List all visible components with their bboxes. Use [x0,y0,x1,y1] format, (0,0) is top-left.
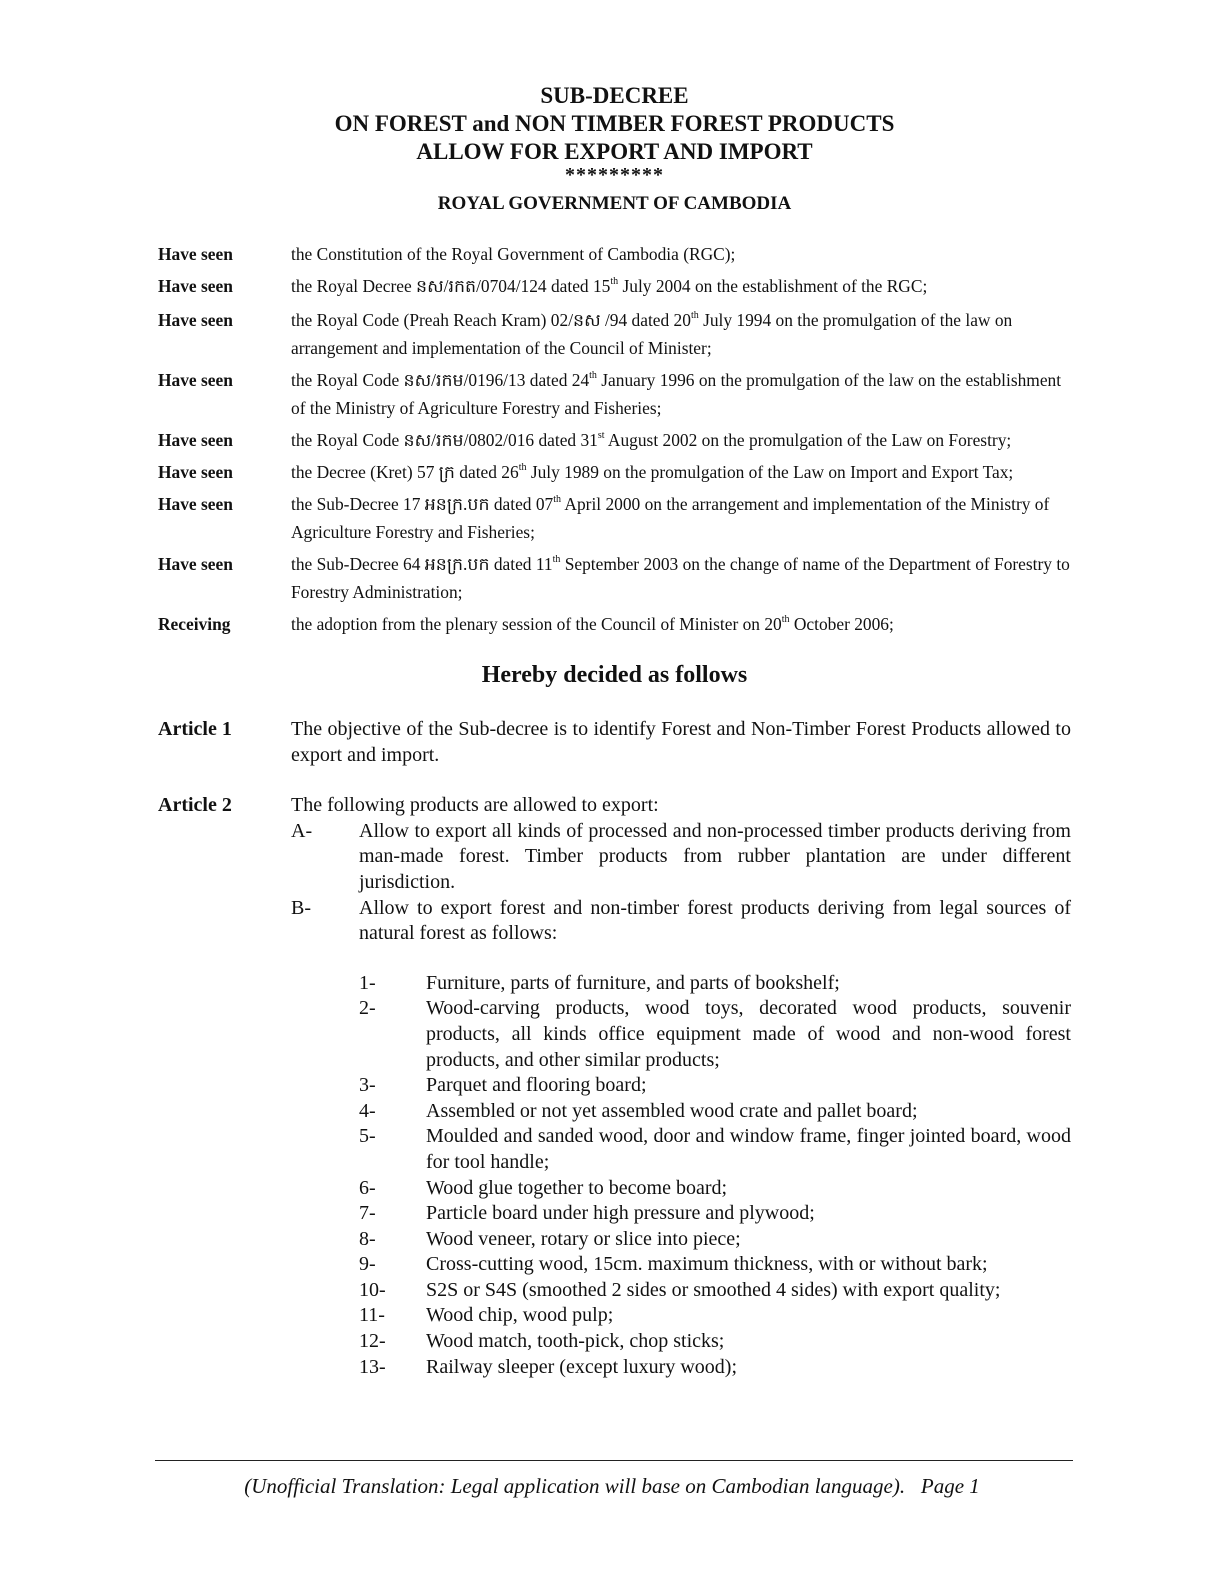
article-text: The objective of the Sub-decree is to identify Forest and Non-Timber Forest Products allowed to export and import. [291,718,1071,766]
list-item [359,1329,1071,1355]
list-item [359,1176,1071,1202]
item-number: 13- [359,1355,386,1378]
recital-text: the Constitution of the Royal Government of Cambodia (RGC); [291,244,736,264]
recital-text: the Royal Decree នស/រកត/0704/124 dated 15th July 2004 on the establishment of the RGC; [291,276,928,296]
item-text: Wood veneer, rotary or slice into piece; [426,1227,741,1250]
sub-clause [291,896,1071,947]
list-item [359,1227,1071,1253]
recital [158,458,1071,486]
recitals [158,240,1071,638]
list-item [359,1099,1071,1125]
recital [158,366,1071,422]
list-item [359,1124,1071,1175]
item-text: Wood glue together to become board; [426,1176,728,1199]
item-number: 5- [359,1125,376,1148]
footer-divider [155,1460,1073,1461]
sub-clause-text: Allow to export all kinds of processed and non-processed timber products deriving from man-made forest. Timber products from rubber plantation are under different jurisdiction. [359,819,1071,893]
recital-label: Have seen [158,370,233,390]
list-item [359,1073,1071,1099]
item-number: 11- [359,1304,385,1327]
doc-subtitle: ON FOREST and NON TIMBER FOREST PRODUCTS [334,111,895,136]
recital [158,240,1071,268]
recital-label: Have seen [158,554,233,574]
recital [158,306,1071,362]
product-list [359,971,1071,1381]
list-item [359,1355,1071,1381]
item-number: 7- [359,1202,376,1225]
item-text: Wood chip, wood pulp; [426,1304,614,1327]
item-number: 9- [359,1253,376,1276]
title-block [158,82,1071,216]
recital-text: the Royal Code នស/រកម/0802/016 dated 31st August 2002 on the promulgation of the Law on Forestry; [291,430,1012,450]
recital-text: the Royal Code (Preah Reach Kram) 02/នស /94 dated 20th July 1994 on the promulgation of the law on arrangement and implementation of the Council of Minister; [291,310,1013,358]
list-item [359,996,1071,1073]
item-text: Wood match, tooth-pick, chop sticks; [426,1330,725,1353]
doc-subtitle-2: ALLOW FOR EXPORT AND IMPORT [416,139,813,164]
list-item [359,1278,1071,1304]
item-text: Moulded and sanded wood, door and window frame, finger jointed board, wood for tool handle; [426,1125,1071,1173]
article-label: Article 2 [158,794,232,817]
doc-title: SUB-DECREE [540,83,689,108]
recital-label: Have seen [158,462,233,482]
recital-text: the Sub-Decree 64 អនក្រ.បក dated 11th September 2003 on the change of name of the Department of Forestry to Forestry Administration; [291,554,1070,602]
item-number: 4- [359,1099,376,1122]
document-page [158,82,1071,1380]
item-number: 12- [359,1330,386,1353]
article-intro: The following products are allowed to export: [291,794,659,817]
item-text: Assembled or not yet assembled wood crate and pallet board; [426,1099,918,1122]
sub-clause-label: A- [291,819,313,842]
item-text: Particle board under high pressure and plywood; [426,1202,815,1225]
item-text: Parquet and flooring board; [426,1074,647,1097]
item-number: 8- [359,1227,376,1250]
item-text: Furniture, parts of furniture, and parts of bookshelf; [426,971,840,994]
page-footer [0,1474,1224,1499]
list-item [359,971,1071,997]
recital-text: the Decree (Kret) 57 ក្រ dated 26th July 1989 on the promulgation of the Law on Import and Export Tax; [291,462,1014,482]
item-text: Cross-cutting wood, 15cm. maximum thickness, with or without bark; [426,1253,988,1276]
recital-text: the Sub-Decree 17 អនក្រ.បក dated 07th April 2000 on the arrangement and implementation of the Ministry of Agriculture Forestry and Fisheries; [291,494,1050,542]
section-heading: Hereby decided as follows [481,662,748,688]
sub-clause [291,819,1071,896]
item-number: 3- [359,1074,376,1097]
page-number: Page 1 [920,1474,980,1498]
sub-clause-text: Allow to export forest and non-timber forest products deriving from legal sources of natural forest as follows: [359,896,1071,945]
list-item [359,1252,1071,1278]
recital-label: Have seen [158,430,233,450]
item-number: 1- [359,971,376,994]
recital [158,610,1071,638]
recital-label: Have seen [158,244,233,264]
item-text: Wood-carving products, wood toys, decorated wood products, souvenir products, all kinds office equipment made of wood and non-wood forest products, and other similar products; [426,997,1071,1071]
list-item [359,1201,1071,1227]
item-text: S2S or S4S (smoothed 2 sides or smoothed 4 sides) with export quality; [426,1278,1001,1301]
recital [158,272,1071,300]
article-label: Article 1 [158,718,232,740]
recital [158,426,1071,454]
recital-text: the adoption from the plenary session of the Council of Minister on 20th October 2006; [291,614,894,634]
recital-label: Have seen [158,276,233,296]
issuing-authority: ROYAL GOVERNMENT OF CAMBODIA [437,193,792,214]
item-number: 6- [359,1176,376,1199]
recital-label: Have seen [158,310,233,330]
article-2 [158,793,1071,1380]
article-body [291,793,1071,1380]
item-text: Railway sleeper (except luxury wood); [426,1355,738,1378]
translation-note: (Unofficial Translation: Legal application will base on Cambodian language). [244,1474,906,1498]
sub-clause-label: B- [291,896,311,919]
item-number: 10- [359,1278,386,1301]
recital-text: the Royal Code នស/រកម/0196/13 dated 24th January 1996 on the promulgation of the law on the establishment of the Ministry of Agriculture Forestry and Fisheries; [291,370,1062,418]
item-number: 2- [359,997,376,1020]
article-1 [158,717,1071,768]
recital-label: Have seen [158,494,233,514]
separator-stars: ********* [565,164,664,186]
recital [158,550,1071,606]
list-item [359,1303,1071,1329]
recital-label: Receiving [158,614,231,634]
recital [158,490,1071,546]
